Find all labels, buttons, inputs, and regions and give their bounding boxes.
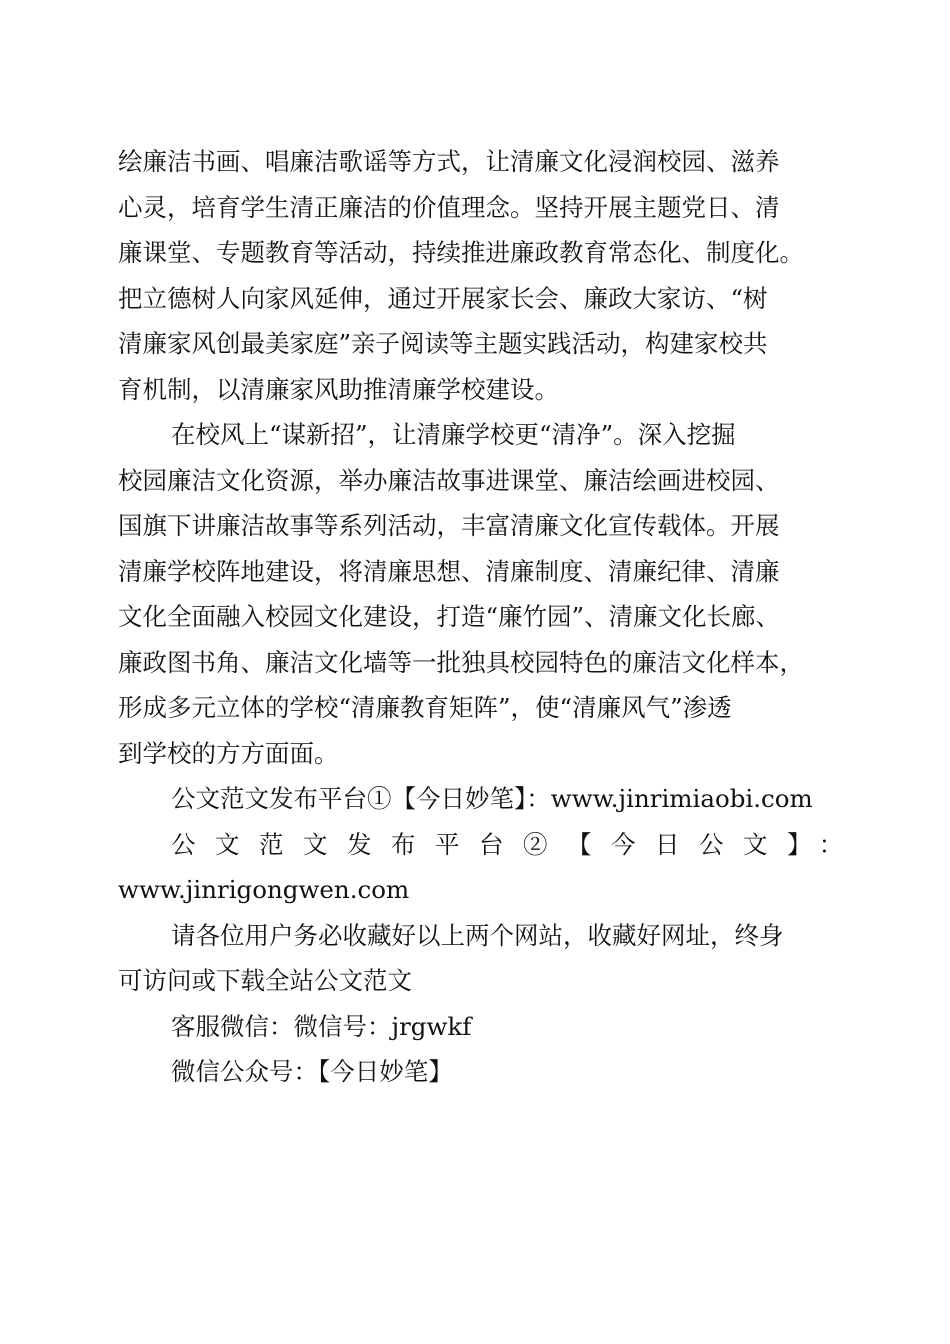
platform-2-block <box>118 822 863 913</box>
text-line: 育机制，以清廉家风助推清廉学校建设。 <box>118 374 559 404</box>
text-line: 国旗下讲廉洁故事等系列活动，丰富清廉文化宣传载体。开展 <box>118 511 780 540</box>
text-line: 到学校的方方面面。 <box>118 738 339 768</box>
paragraph-household-culture <box>118 139 838 412</box>
platform-2-line: 公文范文发布平台②【今日公文】： <box>171 829 863 859</box>
platform-2-url: www.jinrigongwen.com <box>118 875 410 904</box>
notice-paragraph <box>118 913 838 1004</box>
official-account-line: 微信公众号：【今日妙笔】 <box>171 1057 453 1086</box>
text-line: 形成多元立体的学校“清廉教育矩阵”，使“清廉风气”渗透 <box>118 693 732 722</box>
text-line: 把立德树人向家风延伸，通过开展家长会、廉政大家访、“树 <box>118 283 768 313</box>
customer-service-line: 客服微信：微信号：jrgwkf <box>171 1011 472 1041</box>
platform-1-line: 公文范文发布平台①【今日妙笔】：www.jinrimiaobi.com <box>171 784 813 813</box>
text-line: 绘廉洁书画、唱廉洁歌谣等方式，让清廉文化浸润校园、滋养 <box>118 147 780 176</box>
text-line: 在校风上“谋新招”，让清廉学校更“清净”。深入挖掘 <box>171 420 736 449</box>
text-line: 请各位用户务必收藏好以上两个网站，收藏好网址，终身 <box>171 920 784 950</box>
text-line: 可访问或下载全站公文范文 <box>118 966 412 995</box>
text-line: 廉政图书角、廉洁文化墙等一批独具校园特色的廉洁文化样本， <box>118 647 804 677</box>
text-line: 清廉家风创最美家庭”亲子阅读等主题实践活动，构建家校共 <box>118 329 768 358</box>
text-line: 校园廉洁文化资源，举办廉洁故事进课堂、廉洁绘画进校园、 <box>118 465 780 495</box>
text-line: 廉课堂、专题教育等活动，持续推进廉政教育常态化、制度化。 <box>118 238 804 267</box>
document-body <box>118 139 863 1095</box>
text-line: 心灵，培育学生清正廉洁的价值理念。坚持开展主题党日、清 <box>118 192 780 222</box>
text-line: 文化全面融入校园文化建设，打造“廉竹园”、清廉文化长廊、 <box>118 602 781 631</box>
text-line: 清廉学校阵地建设，将清廉思想、清廉制度、清廉纪律、清廉 <box>118 556 780 586</box>
paragraph-school-spirit <box>118 412 838 776</box>
